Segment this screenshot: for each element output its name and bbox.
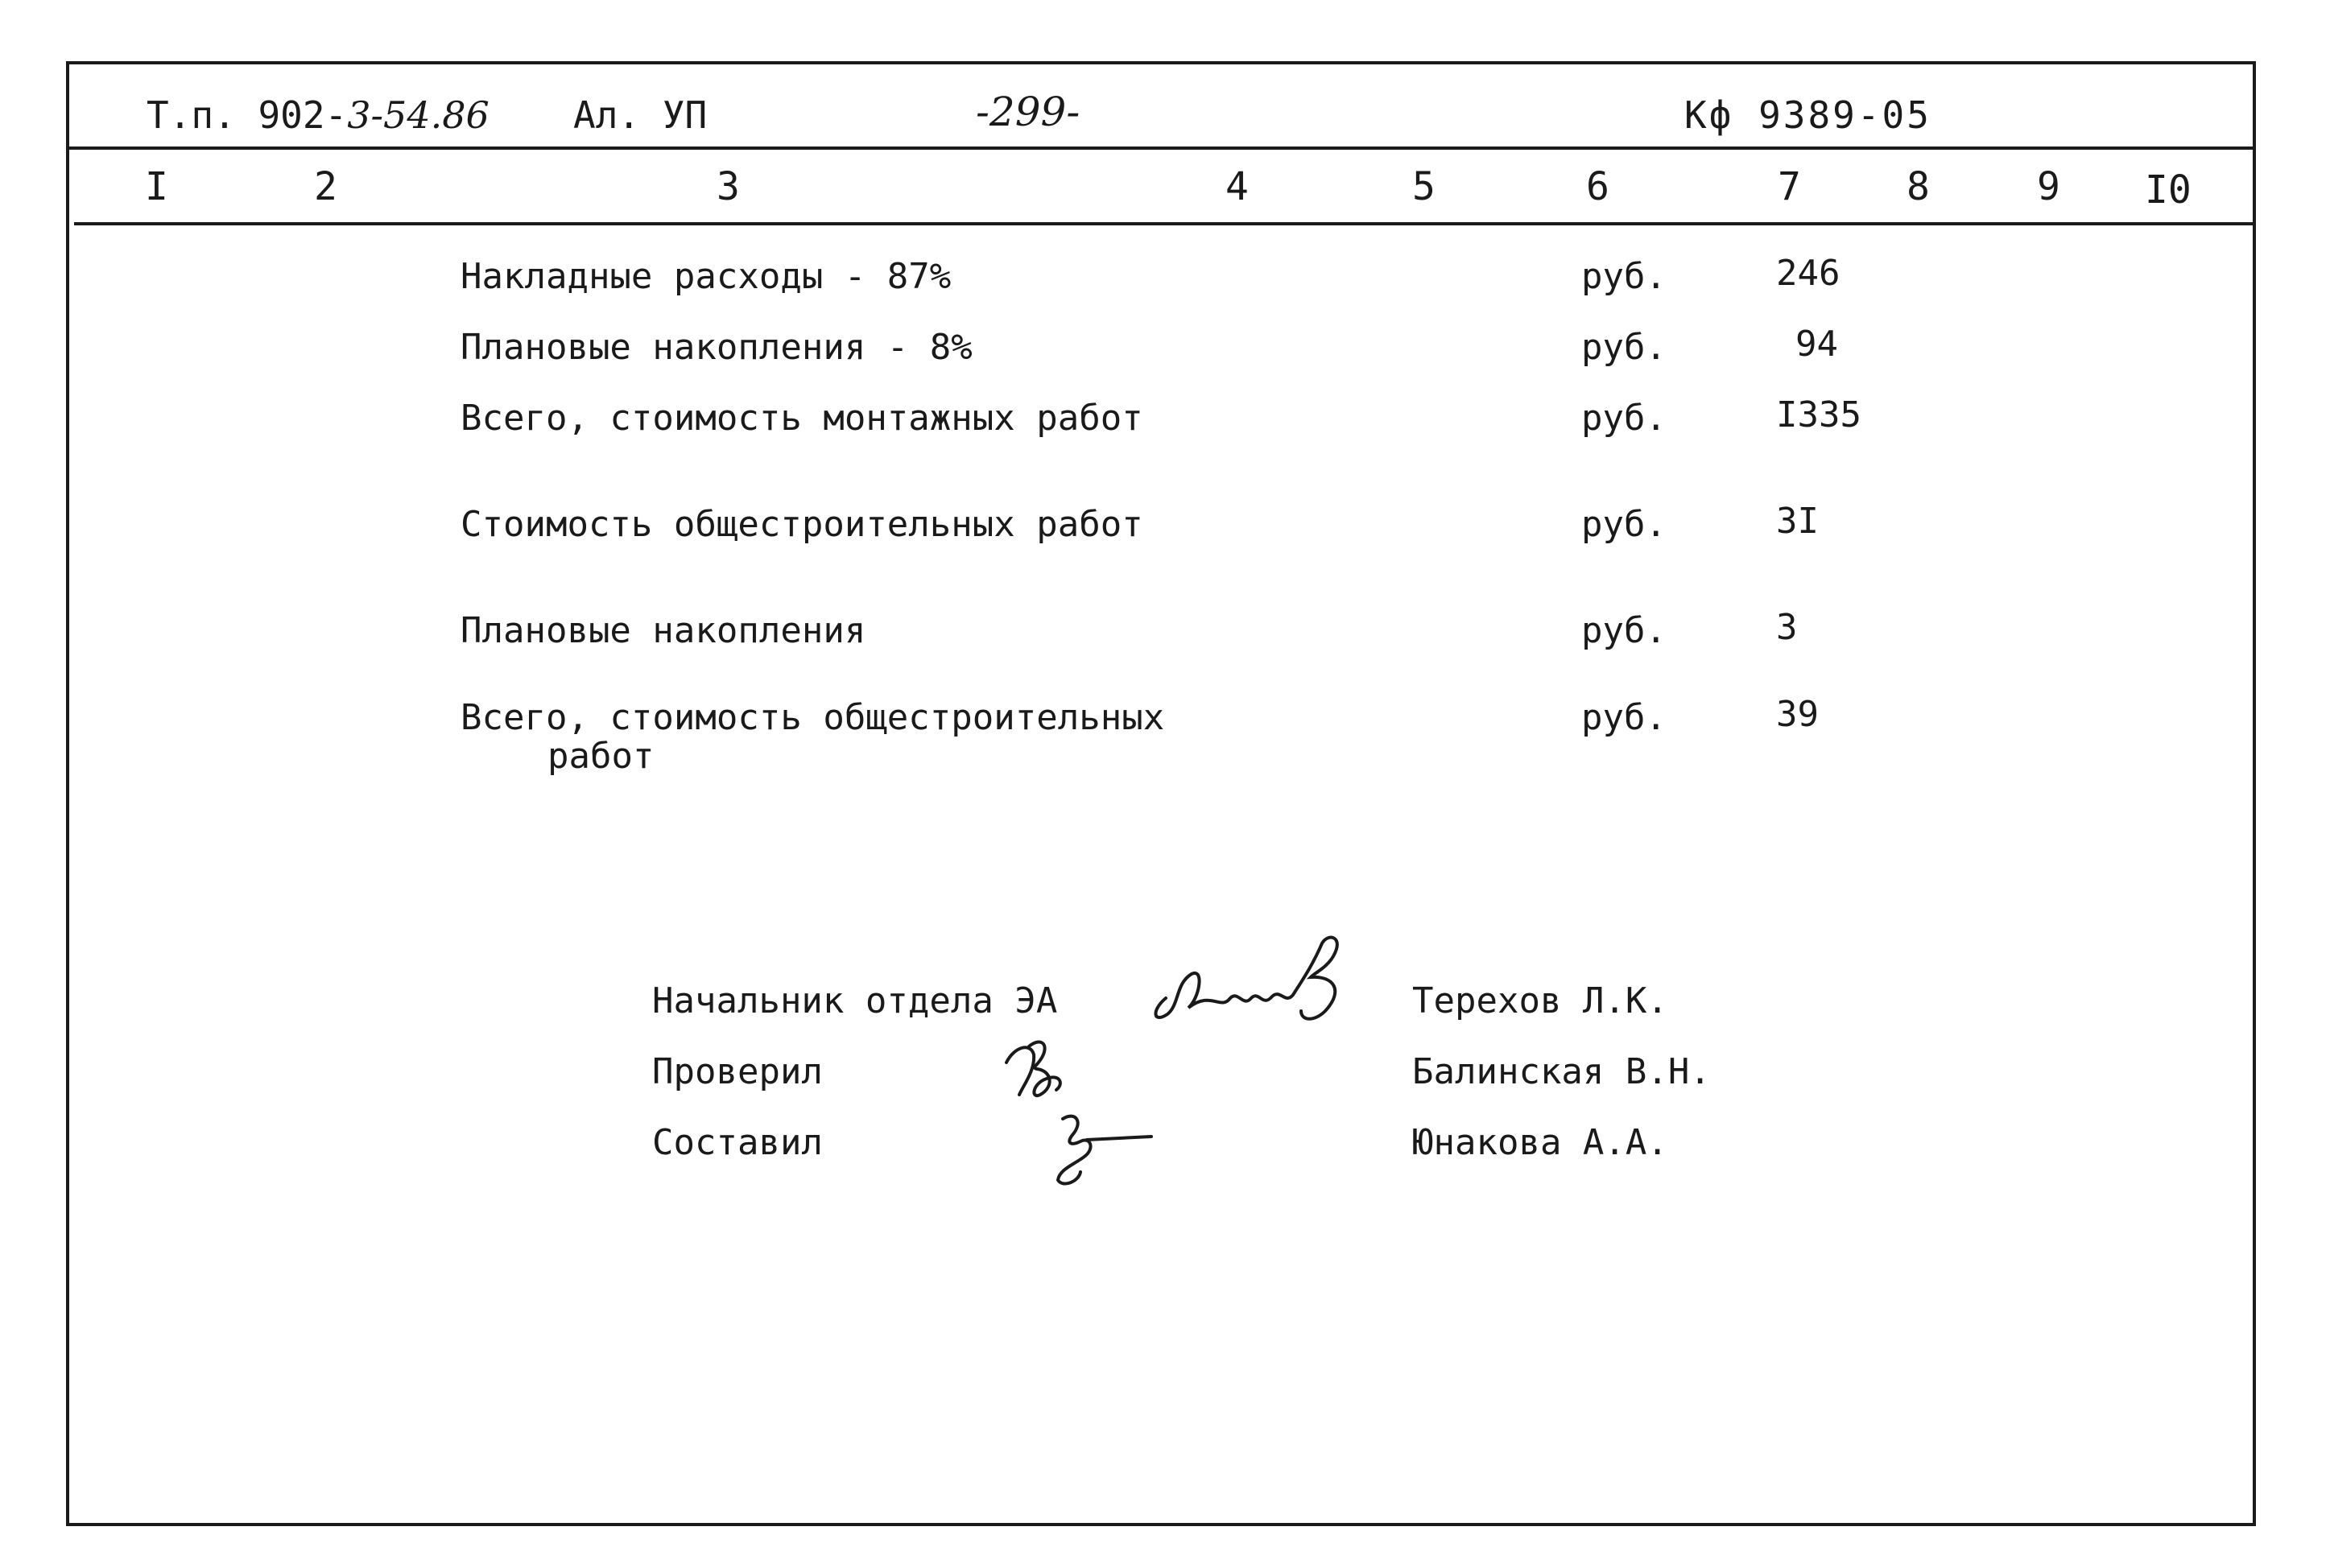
row-value: I335 — [1776, 394, 1861, 435]
album-label: Ал. УП — [573, 93, 708, 137]
row-value: 94 — [1795, 324, 1838, 365]
row-value: 39 — [1776, 694, 1819, 735]
row-description: Всего, стоимость монтажных работ — [461, 398, 1143, 439]
signature-role: Составил — [652, 1122, 823, 1163]
project-code-suffix: 3-54.86 — [347, 93, 490, 137]
signature-person: Юнакова А.А. — [1412, 1122, 1668, 1163]
column-number: 2 — [314, 164, 337, 209]
signature-role: Проверил — [652, 1051, 823, 1092]
header-divider — [69, 146, 2253, 150]
row-description: Всего, стоимость общестроительных — [461, 697, 1165, 738]
column-header-divider — [74, 222, 2253, 225]
row-unit: руб. — [1581, 398, 1667, 439]
row-description: Плановые накопления - 8% — [461, 327, 973, 368]
signature-person: Балинская В.Н. — [1412, 1051, 1711, 1092]
row-value: 246 — [1776, 253, 1840, 294]
signature-role: Начальник отдела ЭА — [652, 980, 1058, 1021]
row-unit: руб. — [1581, 697, 1667, 738]
document-stamp: Кф 9389-05 — [1684, 93, 1931, 137]
column-number: 4 — [1225, 164, 1249, 209]
row-description: Плановые накопления — [461, 610, 866, 651]
row-description: Накладные расходы - 87% — [461, 256, 952, 297]
column-number: I — [145, 164, 168, 209]
row-unit: руб. — [1581, 610, 1667, 651]
row-value: 3I — [1776, 501, 1819, 542]
column-number: 5 — [1412, 164, 1436, 209]
column-number: 6 — [1586, 164, 1609, 209]
handwritten-signature-1 — [1143, 934, 1361, 1041]
handwritten-signature-3 — [1031, 1103, 1175, 1194]
column-number: 7 — [1778, 164, 1801, 209]
project-code-prefix: Т.п. 902- — [147, 93, 348, 137]
row-description-continued: работ — [547, 736, 655, 777]
row-value: 3 — [1776, 607, 1798, 648]
project-code — [147, 93, 490, 137]
document-frame — [66, 61, 2256, 1526]
column-number: 3 — [717, 164, 740, 209]
column-number: 9 — [2037, 164, 2060, 209]
column-number: I0 — [2145, 167, 2192, 213]
row-unit: руб. — [1581, 504, 1667, 545]
row-unit: руб. — [1581, 256, 1667, 297]
handwritten-signature-2 — [998, 1030, 1127, 1113]
column-number: 8 — [1907, 164, 1930, 209]
page-number: -299- — [976, 89, 1080, 135]
row-description: Стоимость общестроительных работ — [461, 504, 1143, 545]
signature-person: Терехов Л.К. — [1412, 980, 1668, 1021]
row-unit: руб. — [1581, 327, 1667, 368]
